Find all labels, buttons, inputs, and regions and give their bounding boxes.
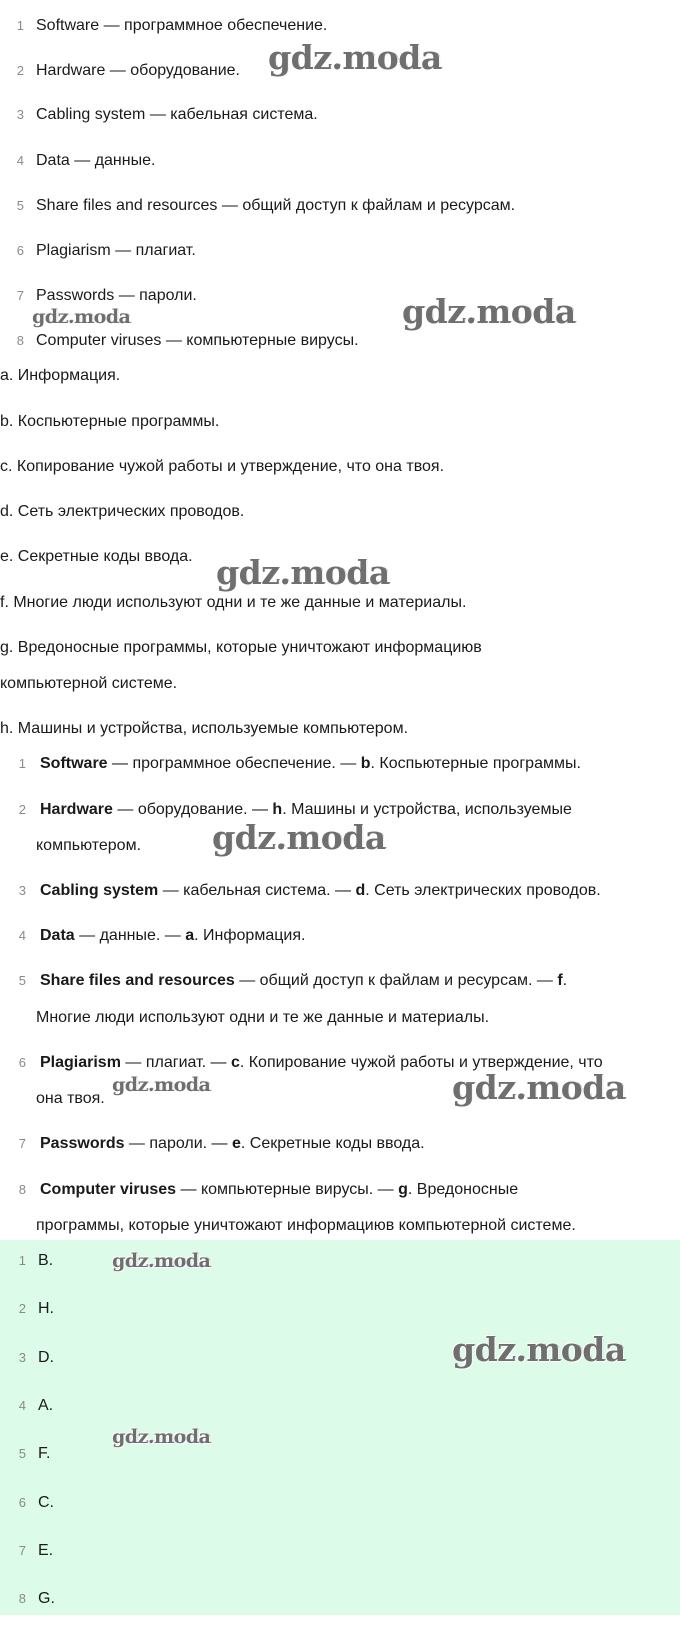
definition-text: f. Многие люди используют одни и те же данные и материалы.	[0, 594, 467, 611]
watermark: gdz.moda	[452, 1330, 626, 1369]
match-letter: d	[355, 882, 366, 899]
definition-text: d. Сеть электрических проводов.	[0, 503, 245, 520]
term-translation: — компьютерные вирусы. —	[176, 1181, 399, 1198]
term-translation: — кабельная система. —	[158, 882, 356, 899]
answer-text: H.	[38, 1300, 54, 1317]
term-translation: — программное обеспечение. —	[107, 755, 361, 772]
item-number: 6	[18, 1495, 26, 1510]
item-number: 4	[18, 1398, 26, 1413]
watermark: gdz.moda	[216, 553, 390, 592]
answer-text: G.	[38, 1590, 55, 1607]
term: Data	[40, 927, 75, 944]
watermark: gdz.moda	[112, 1074, 211, 1096]
item-number: 6	[16, 243, 24, 258]
term: Passwords	[40, 1135, 125, 1152]
item-number: 4	[16, 153, 24, 168]
definition-text: g. Вредоносные программы, которые уничтожают информациюв	[0, 639, 482, 656]
item-number: 7	[18, 1136, 26, 1151]
watermark: gdz.moda	[32, 306, 131, 328]
item-number: 8	[16, 333, 24, 348]
term: Cabling system	[40, 882, 159, 899]
term: Hardware	[40, 801, 113, 818]
definition-text: c. Копирование чужой работы и утверждение, что она твоя.	[0, 458, 445, 475]
item-number: 4	[18, 928, 26, 943]
match-letter: g	[398, 1181, 408, 1198]
item-number: 2	[18, 802, 26, 817]
item-text: Computer viruses — компьютерные вирусы.	[36, 332, 359, 349]
match-letter: c	[230, 1054, 240, 1071]
item-text: Software — программное обеспечение.	[36, 17, 328, 34]
item-text: Cabling system — кабельная система.	[36, 106, 318, 123]
term: Software	[40, 755, 108, 772]
match-text: . Сеть электрических проводов.	[365, 882, 601, 899]
match-text: . Информация.	[194, 927, 306, 944]
item-number: 1	[18, 1253, 26, 1268]
watermark: gdz.moda	[402, 292, 576, 331]
term: Share files and resources	[40, 972, 235, 989]
item-number: 1	[16, 18, 24, 33]
item-number: 2	[16, 63, 24, 78]
answer-text: A.	[38, 1397, 54, 1414]
item-number: 7	[18, 1543, 26, 1558]
answer-text: E.	[38, 1542, 54, 1559]
match-text: компьютером.	[36, 837, 142, 854]
watermark: gdz.moda	[268, 38, 442, 77]
match-letter: a	[185, 927, 195, 944]
match-text: . Коспьютерные программы.	[370, 755, 581, 772]
watermark: gdz.moda	[112, 1250, 211, 1272]
item-text: Share files and resources — общий доступ к файлам и ресурсам.	[36, 197, 516, 214]
match-letter: e	[232, 1135, 241, 1152]
match-text: .	[562, 972, 568, 989]
match-text: программы, которые уничтожают информациюв компьютерной системе.	[36, 1217, 576, 1234]
item-text: Hardware — оборудование.	[36, 62, 240, 79]
answer-text: D.	[38, 1349, 54, 1366]
item-number: 3	[18, 1350, 26, 1365]
answer-text: C.	[38, 1494, 54, 1511]
term-translation: — данные. —	[74, 927, 186, 944]
definition-text: компьютерной системе.	[0, 675, 178, 692]
answer-text: B.	[38, 1252, 54, 1269]
item-number: 5	[18, 973, 26, 988]
definition-text: b. Коспьютерные программы.	[0, 413, 220, 430]
term-translation: — пароли. —	[124, 1135, 232, 1152]
item-number: 3	[18, 883, 26, 898]
watermark: gdz.moda	[452, 1068, 626, 1107]
match-text: . Секретные коды ввода.	[240, 1135, 425, 1152]
item-number: 6	[18, 1055, 26, 1070]
item-text: Data — данные.	[36, 152, 156, 169]
item-number: 3	[16, 107, 24, 122]
item-number: 1	[18, 756, 26, 771]
match-letter: h	[272, 801, 283, 818]
term-translation: — оборудование. —	[112, 801, 273, 818]
match-letter: b	[360, 755, 371, 772]
match-letter: f	[557, 972, 563, 989]
answers-panel	[0, 1240, 680, 1615]
definition-text: h. Машины и устройства, используемые компьютером.	[0, 720, 409, 737]
term: Computer viruses	[40, 1181, 177, 1198]
match-text: . Машины и устройства, используемые	[282, 801, 572, 818]
definition-text: e. Секретные коды ввода.	[0, 548, 193, 565]
item-number: 5	[16, 198, 24, 213]
item-text: Plagiarism — плагиат.	[36, 242, 196, 259]
watermark: gdz.moda	[212, 818, 386, 857]
watermark: gdz.moda	[112, 1426, 211, 1448]
match-text: . Вредоносные	[407, 1181, 519, 1198]
item-text: Passwords — пароли.	[36, 287, 197, 304]
definition-text: a. Информация.	[0, 367, 121, 384]
term-translation: — плагиат. —	[120, 1054, 231, 1071]
answer-text: F.	[38, 1445, 51, 1462]
item-number: 2	[18, 1301, 26, 1316]
item-number: 8	[18, 1591, 26, 1606]
match-text: она твоя.	[36, 1090, 105, 1107]
match-text: . Копирование чужой работы и утверждение, что	[239, 1054, 603, 1071]
match-text: Многие люди используют одни и те же данные и материалы.	[36, 1009, 490, 1026]
item-number: 7	[16, 288, 24, 303]
item-number: 8	[18, 1182, 26, 1197]
term: Plagiarism	[40, 1054, 121, 1071]
term-translation: — общий доступ к файлам и ресурсам. —	[234, 972, 558, 989]
item-number: 5	[18, 1446, 26, 1461]
